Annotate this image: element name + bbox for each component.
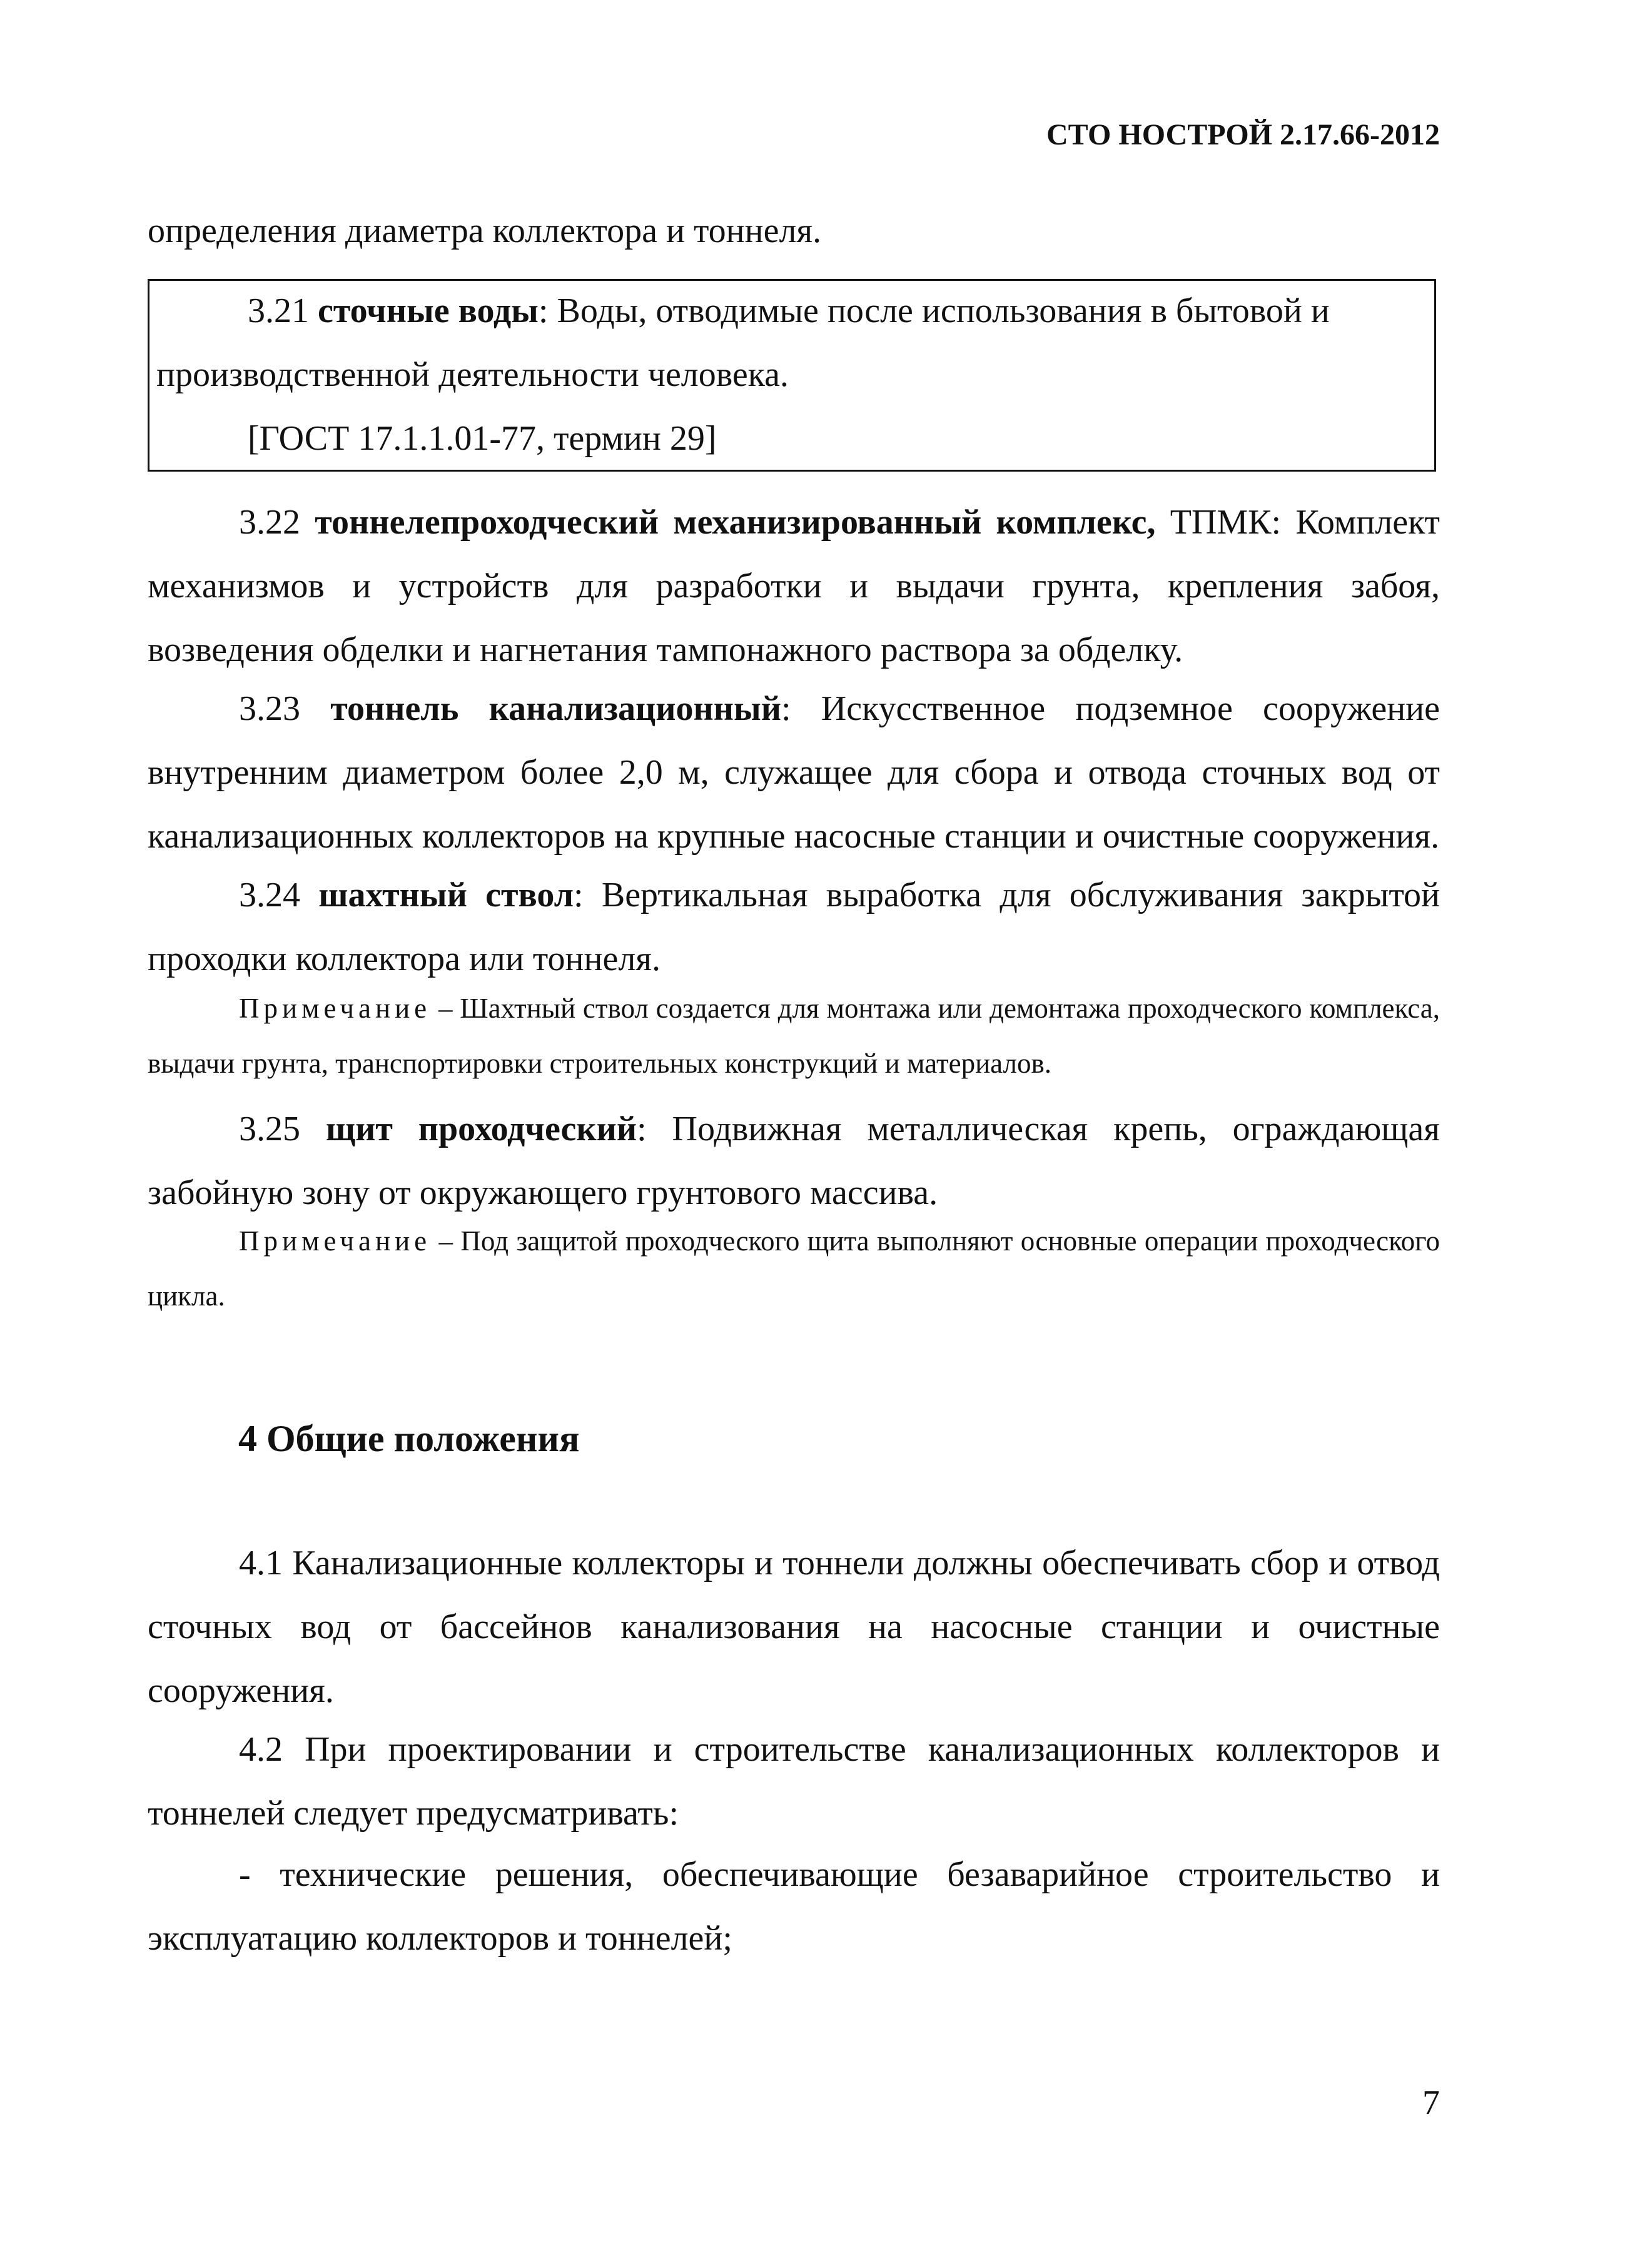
term-321 <box>156 279 1431 470</box>
term-name: сточные воды <box>318 291 539 330</box>
term-number: 3.25 <box>239 1110 300 1148</box>
term-number: 3.24 <box>239 876 300 914</box>
term-number: 3.23 <box>239 689 300 728</box>
term-name: тоннель канализационный <box>330 689 782 728</box>
term-name: шахтный ствол <box>318 876 574 914</box>
note-text: – Под защитой проходческого щита выполняют основные операции проходческого цикла. <box>148 1225 1440 1312</box>
page-number: 7 <box>1422 2083 1440 2122</box>
paragraph-continuation: определения диаметра коллектора и тоннеля. <box>148 211 822 250</box>
note-324 <box>148 981 1440 1091</box>
document-code-header: СТО НОСТРОЙ 2.17.66-2012 <box>1046 118 1440 151</box>
term-322 <box>148 490 1440 682</box>
term-number: 3.22 <box>239 503 300 542</box>
paragraph-4-1: 4.1 Канализационные коллекторы и тоннели должны обеспечивать сбор и отвод сточных вод от бассейнов канализования на насосные станции и очистные сооружения. <box>148 1544 1440 1710</box>
list-item: - технические решения, обеспечивающие безаварийное строительство и эксплуатацию коллекторов и тоннелей; <box>148 1855 1440 1958</box>
term-definition-cont: производственной деятельности человека. <box>156 355 789 394</box>
term-number: 3.21 <box>248 291 309 330</box>
term-reference: [ГОСТ 17.1.1.01-77, термин 29] <box>248 419 717 458</box>
note-label: Примечание <box>239 1225 432 1257</box>
paragraph-4-2: 4.2 При проектировании и строительстве канализационных коллекторов и тоннелей следует предусматривать: <box>148 1730 1440 1833</box>
term-definition: : Искусственное подземное сооружение внутренним диаметром более 2,0 м, служащее для сбора и отвода сточных вод от канализационных коллекторов на крупные насосные станции и очистные сооружения. <box>148 689 1440 856</box>
note-label: Примечание <box>239 993 432 1024</box>
term-definition: ТПМК: Комплект механизмов и устройств для разработки и выдачи грунта, крепления забоя, возведения обделки и нагнетания тампонажного раствора за обделку. <box>148 503 1440 669</box>
term-definition: : Воды, отводимые после использования в бытовой и <box>538 291 1330 330</box>
term-324 <box>148 863 1440 991</box>
term-name: тоннелепроходческий механизированный комплекс, <box>315 503 1156 542</box>
term-definition: : Вертикальная выработка для обслуживания закрытой проходки коллектора или тоннеля. <box>148 876 1440 978</box>
term-definition: : Подвижная металлическая крепь, ограждающая забойную зону от окружающего грунтового массива. <box>148 1110 1440 1212</box>
term-name: щит проходческий <box>325 1110 637 1148</box>
section-heading: 4 Общие положения <box>238 1418 580 1459</box>
term-325 <box>148 1097 1440 1225</box>
note-325 <box>148 1213 1440 1324</box>
term-323 <box>148 677 1440 868</box>
note-text: – Шахтный ствол создается для монтажа или демонтажа проходческого комплекса, выдачи грунта, транспортировки строительных конструкций и материалов. <box>148 993 1440 1079</box>
